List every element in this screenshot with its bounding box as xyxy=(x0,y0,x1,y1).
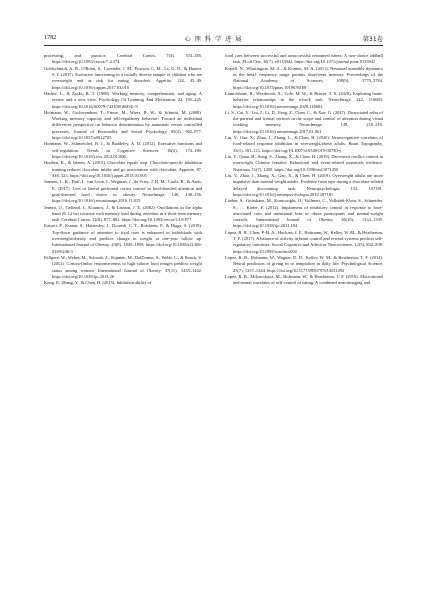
reference-entry: Lopez, R. B., Hofmann, W., Wagner, D. D., Kelley, W. M., & Heatherton, T. F. (2014). Neural predictors of giving in to temptation in daily life. Psychological Science, 25(7), 1337–1344. https://doi.org/10.1177/0956797614531492 xyxy=(225,255,383,273)
reference-entry: Liu, Y., Zhao, J., Zhang, X., Gao, X., & Chen, H. (2019). Overweight adults are more impulsive than normal weight adults: Evidence from erps during a chocolate-related delayed discounting task. Neuropsychologia, 133, 107181. https://doi.org/10.1016/j.neuropsychologia.2019.107181 xyxy=(225,172,383,197)
reference-entry: Goldschmidt, A. B., O'Brien, S., Lavender, J. M., Pearson, C. M., Le, G. D., & Hunter, S. J. (2017). Executive functioning in a racially diverse sample of children who are overweight and at risk for eating disorders. Appetite, 124, 43–49. https://doi.org/10.1016/j.appet.2017.03.010 xyxy=(44,65,202,90)
reference-entry: Lamichhane, B., Westbrook, A., Cole, M. W., & Braver, T. S. (2020). Exploring brain-behavior relationships in the n-back task. NeuroImage, 212, 116683. https://doi.org/10.1016/j.neuroimage.2020.116683 xyxy=(225,90,383,109)
reference-entry: Kong, F., Zhang, Y., & Chen, H. (2015). Inhibition ability of xyxy=(44,280,152,286)
reference-entry: Killgore, W., Weber, M., Schwab, Z., Kipman, M., DelDonno, S., Webb, C., & Rauch, S. (2013). Cortico-limbic responsiveness to high-calorie food images predicts weight status among women. International Journal of Obesity, 37(11), 1435–1442. https://doi.org/10.1038/ijo.2013.26 xyxy=(44,255,202,279)
reference-entry: Li, S., Cai, Y., Liu, J., Li, D., Feng, Z., Chen, C., & Xue, G. (2017). Dissociated roles of the parietal and frontal cortices in the scope and control of attention during visual working memory. NeuroImage, 149, 210–219. https://doi.org/10.1016/j.neuroimage.2017.01.061 xyxy=(225,109,383,134)
reference-entry: Liu, Y., Gao, X., Zhao, J., Zhang, L., & Chen, H. (2020). Neurocognitive correlates of food-related response inhibition in overweight/obese adults. Brain Topography, 33(1), 101–111. https://doi.org/10.1007/s10548-019-00730-y xyxy=(225,135,383,153)
reference-entry: Loeber, S., Grosshans, M., Korucuoglu, O., Vollmert, C., Vollstädt-Klein, S., Schneider, S., … Kiefer, F. (2012). Impairment of inhibitory control in response to food-associated cues and attentional bias of obese participants and normal-weight controls. International Journal of Obesity, 36(10), 1334–1339. https://doi.org/10.1038/ijo.2011.184 xyxy=(225,198,383,229)
reference-entry: Lopez, R. B., Chen, P.-H. A., Huckins, J. F., Hofmann, W., Kelley, W. M., & Heatherton, T. F. (2017). A balance of activity in brain control and reward systems predicts self-regulatory outcomes. Social Cognitive and Affective Neuroscience, 12(5), 832–838. https://doi.org/10.1093/scan/nsx004 xyxy=(225,229,383,254)
reference-entry: Kopell, N., Whittington, M. A., & Kramer, M. A. (2011). Neuronal assembly dynamics in the beta1 frequency range permits short-term memory. Proceedings of the National Academy of Sciences, 108(9), 3779–3784. https://doi.org/10.1073/pnas.1019676108 xyxy=(225,65,383,90)
running-header xyxy=(44,34,383,44)
reference-entry: Jensen, O., Gelfand, J., Kounios, J., & Lisman, J. E. (2002). Oscillations in the alpha band (9–12 hz) increase with memory load during retention in a short-term memory task. Cerebral Cortex, 12(8), 877–882. https://doi.org/10.1093/cercor/12.8.877 xyxy=(44,204,202,223)
header-rule xyxy=(44,45,383,46)
journal-title: 心 理 科 学 进 展 xyxy=(184,36,243,43)
page-number: 1782 xyxy=(44,34,57,41)
reference-entry: Liu, Y., Quan, H., Song, S., Zhang, X., & Chen, H. (2019). Decreased conflict control in overweight Chinese females: Behavioral and event-related potentials evidence. Nutrients, 11(7), 1450. https://doi.org/10.3390/nu11071450 xyxy=(225,154,383,172)
reference-entry: food cues between successful and unsuccessful restrained eaters: A two-choice oddball task. PLoS One, 10(7), e0133942. https://doi.org/10.1371/journal.pone.0133942 xyxy=(225,53,383,65)
volume-label: 第31卷 xyxy=(362,36,383,43)
reference-entry: Hasher, L., & Zacks, R. T. (1988). Working memory, comprehension, and aging: A review and a new view. Psychology Of Learning And Motivation, 22, 193–225. https://doi.org/10.1016/S0079-7421(08)60041-9 xyxy=(44,90,202,109)
reference-entry: Houben, K., & Jansen, A. (2015). Chocolate equals stop. Chocolate-specific inhibition training reduces chocolate intake and go associations with chocolate. Appetite, 87, 318–323. https://doi.org/10.1016/j.appet.2015.01.005 xyxy=(44,160,202,178)
references-right-column xyxy=(225,53,383,287)
reference-entry: Hofmann, W., Schmeichel, B. J., & Baddeley, A. D. (2012). Executive functions and self-regulation. Trends in Cognitive Sciences, 16(3), 174–180. https://doi.org/10.1016/j.tics.2012.01.006 xyxy=(44,141,202,159)
reference-entry: Janssen, L. K., Duif, I., van Loon, I., Wegman, J., de Vries, J. H. M., Cools, R., & Aarts, E. (2017). Loss of lateral prefrontal cortex control in food-directed attention and goal-directed food choice in obesity. NeuroImage, 146, 148–156. https://doi.org/10.1016/j.neuroimage.2016.11.015 xyxy=(44,179,202,204)
reference-entry: Kaisari, P., Kumar, S., Hattersley, J., Dourish, C. T., Rotshtein, P., & Higgs, S. (2019). Top-down guidance of attention to food cues is enhanced in individuals with overweight/obesity and predicts change in weight at one-year follow up. International Journal of Obesity, 43(9), 1849–1858. https://doi.org/10.1038/s41366-018-0246-3 xyxy=(44,223,202,254)
reference-entry: Hofmann, W., Gschwendner, T., Friese, M., Wiers, R. W., & Schmitt, M. (2008). Working memory capacity and self-regulatory behavior: Toward an individual differences perspective on behavior determination by automatic versus controlled processes. Journal of Personality and Social Psychology, 95(4), 962–977. https://doi.org/10.1037/a0012705 xyxy=(44,109,202,141)
reference-entry: processing, and practice. Cerebral Cortex, 7(4), 374–385. https://doi.org/10.1093/cercor/7.4.374 xyxy=(44,53,202,65)
reference-entry: Lopez, R. B., Milyavskaya, M., Hofmann, W., & Heatherton, T. F. (2016). Motivational and neural correlates of self-control of eating: A combined neuroimaging and xyxy=(225,273,383,286)
references-left-column xyxy=(44,53,202,287)
